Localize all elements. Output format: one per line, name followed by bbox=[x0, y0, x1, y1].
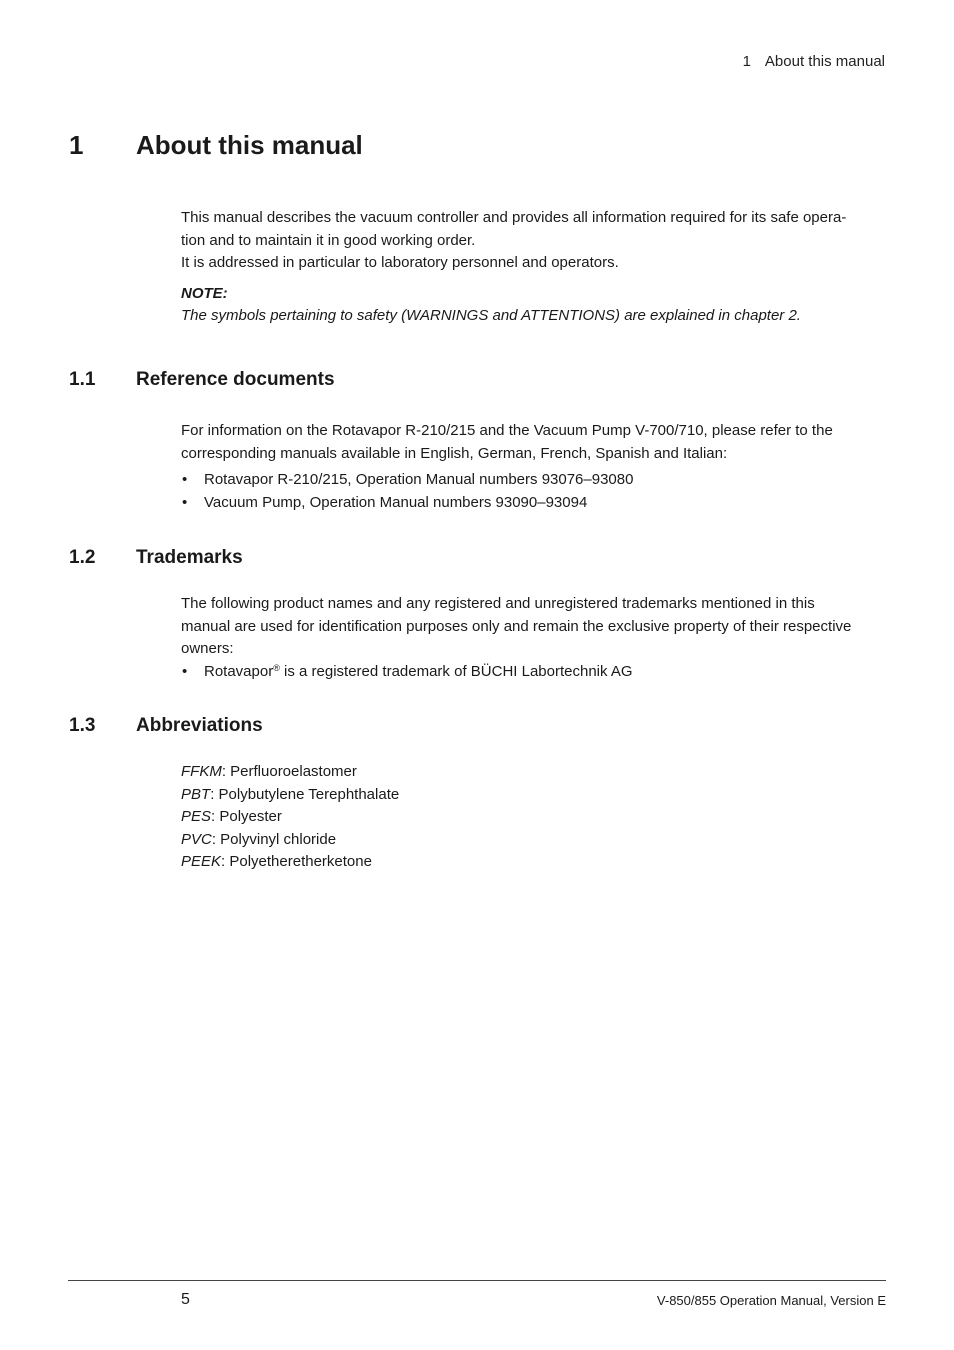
section-title: Reference documents bbox=[136, 369, 335, 390]
reference-line: For information on the Rotavapor R-210/215 and the Vacuum Pump V-700/710, please refer to the bbox=[181, 422, 833, 439]
note-label: NOTE: bbox=[181, 284, 228, 302]
section-number: 1.3 bbox=[69, 715, 96, 736]
footer-document-title: V-850/855 Operation Manual, Version E bbox=[656, 1293, 886, 1308]
abbreviation-definition: : Polybutylene Terephthalate bbox=[210, 785, 400, 803]
list-item-text: Rotavapor R-210/215, Operation Manual numbers 93076–93080 bbox=[204, 471, 634, 488]
trademarks-line: manual are used for identification purposes only and remain the exclusive property of their respective bbox=[181, 617, 852, 635]
abbreviation-item bbox=[181, 806, 876, 829]
intro-line: tion and to maintain it in good working order. bbox=[181, 231, 476, 249]
footer-divider bbox=[68, 1280, 886, 1281]
abbreviation-term: PEEK bbox=[181, 853, 222, 870]
bullet-icon: • bbox=[182, 493, 188, 511]
note-text: The symbols pertaining to safety (WARNINGS and ATTENTIONS) are explained in chapter 2. bbox=[181, 307, 801, 324]
section-number: 1.1 bbox=[69, 369, 96, 390]
intro-line: This manual describes the vacuum controller and provides all information required for its safe opera- bbox=[181, 209, 847, 226]
trademarks-list bbox=[181, 661, 876, 684]
section-number: 1.2 bbox=[69, 547, 96, 568]
trademark-name: Rotavapor bbox=[204, 662, 274, 680]
intro-block bbox=[181, 207, 876, 328]
bullet-icon: • bbox=[182, 471, 188, 488]
registered-mark: ® bbox=[273, 662, 280, 673]
reference-list bbox=[181, 469, 876, 514]
chapter-number: 1 bbox=[69, 130, 84, 160]
abbreviation-item bbox=[181, 761, 876, 784]
abbreviations-list bbox=[181, 761, 876, 874]
section-title: Abbreviations bbox=[136, 715, 263, 736]
abbreviation-term: PES bbox=[181, 808, 212, 825]
abbreviation-item bbox=[181, 829, 876, 852]
abbreviation-definition: : Polyester bbox=[211, 808, 282, 825]
reference-line: corresponding manuals available in English, German, French, Spanish and Italian: bbox=[181, 444, 728, 462]
chapter-title: About this manual bbox=[136, 130, 363, 160]
bullet-icon: • bbox=[182, 662, 188, 680]
page-number: 5 bbox=[181, 1291, 190, 1308]
trademarks-line: owners: bbox=[181, 640, 234, 657]
abbreviation-term: FFKM bbox=[181, 763, 222, 780]
abbreviation-definition: : Polyetheretherketone bbox=[221, 853, 372, 870]
running-header-chapter-number: 1 bbox=[742, 53, 751, 70]
trademarks-block bbox=[181, 593, 876, 683]
abbreviation-item bbox=[181, 851, 876, 874]
trademarks-line: The following product names and any registered and unregistered trademarks mentioned in this bbox=[181, 595, 815, 612]
reference-documents-block bbox=[181, 420, 876, 514]
list-item bbox=[181, 492, 876, 515]
list-item-text: Vacuum Pump, Operation Manual numbers 93090–93094 bbox=[204, 493, 588, 511]
section-title: Trademarks bbox=[136, 547, 243, 568]
running-header bbox=[743, 53, 885, 70]
list-item bbox=[181, 661, 876, 684]
abbreviation-term: PBT bbox=[181, 785, 211, 803]
list-item bbox=[181, 469, 876, 492]
abbreviation-item bbox=[181, 784, 876, 807]
abbreviation-definition: : Polyvinyl chloride bbox=[211, 830, 337, 848]
intro-line: It is addressed in particular to laboratory personnel and operators. bbox=[181, 254, 619, 271]
running-header-chapter-title: About this manual bbox=[764, 53, 885, 70]
trademark-statement: is a registered trademark of BÜCHI Labortechnik AG bbox=[279, 662, 633, 680]
abbreviation-term: PVC bbox=[181, 830, 212, 848]
abbreviation-definition: : Perfluoroelastomer bbox=[221, 763, 357, 780]
